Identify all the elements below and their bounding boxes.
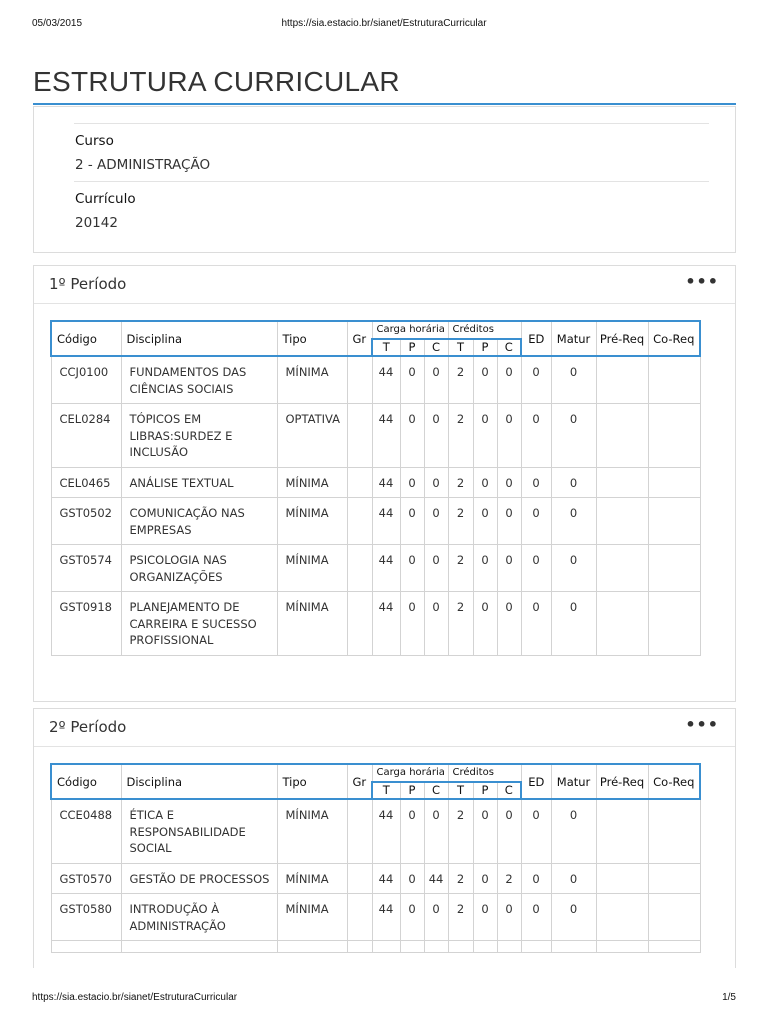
cell-cred-p: 0 [473,498,497,545]
cell-prereq [596,863,648,894]
print-footer [32,992,736,1006]
table-header-row [51,321,700,339]
cell-codigo: GST0570 [51,863,121,894]
cell-matur: 0 [551,498,596,545]
cell-cred-t: 2 [448,356,473,404]
cell-cred-c: 0 [497,404,521,468]
cell-tipo: MÍNIMA [277,356,347,404]
cell-gr [347,592,372,656]
cell-matur: 0 [551,894,596,941]
cell-prereq [596,545,648,592]
curriculo-value: 20142 [75,215,118,231]
column-header-carga: Carga horária [372,764,448,782]
cell-cred-t: 2 [448,545,473,592]
cell-cred-p: 0 [473,894,497,941]
cell-codigo: GST0580 [51,894,121,941]
cell-disciplina: TÓPICOS EM LIBRAS:SURDEZ E INCLUSÃO [121,404,277,468]
column-header-prereq: Pré-Req [596,764,648,799]
cell-ed: 0 [521,894,551,941]
table-row[interactable] [51,356,700,404]
column-subheader-t: T [372,782,400,800]
cell-tipo: MÍNIMA [277,467,347,498]
column-header-coreq: Co-Req [648,321,700,356]
curriculum-table [50,320,701,656]
cell-carga-p: 0 [400,799,424,863]
cell-carga-p: 0 [400,863,424,894]
cell-prereq [596,498,648,545]
cell-cred-t: 2 [448,894,473,941]
column-header-disciplina: Disciplina [121,321,277,356]
cell-coreq [648,545,700,592]
cell-coreq [648,498,700,545]
cell-tipo: OPTATIVA [277,404,347,468]
cell-carga-p: 0 [400,356,424,404]
cell-carga-c: 0 [424,799,448,863]
cell-ed: 0 [521,592,551,656]
period-title: 2º Período [49,718,127,736]
cell-cred-c: 0 [497,467,521,498]
cell-gr [347,467,372,498]
cell-disciplina: ÉTICA E RESPONSABILIDADE SOCIAL [121,799,277,863]
table-row[interactable] [51,592,700,656]
cell-tipo: MÍNIMA [277,498,347,545]
curriculo-label: Currículo [75,191,136,207]
cell-disciplina: INTRODUÇÃO À ADMINISTRAÇÃO [121,894,277,941]
cell-cred-c: 0 [497,592,521,656]
cell-matur: 0 [551,799,596,863]
column-header-codigo: Código [51,321,121,356]
page-title: ESTRUTURA CURRICULAR [33,66,400,97]
cell-cred-p: 0 [473,545,497,592]
cell-coreq [648,894,700,941]
cell-carga-c: 0 [424,592,448,656]
cell-carga-p: 0 [400,467,424,498]
cell-carga-c: 0 [424,498,448,545]
column-subheader-c: C [497,782,521,800]
cell-coreq [648,799,700,863]
cell-carga-t: 44 [372,545,400,592]
column-subheader-c: C [424,339,448,357]
cell-carga-p: 0 [400,545,424,592]
cell-cred-p: 0 [473,356,497,404]
cell-carga-t: 44 [372,404,400,468]
cell-gr [347,799,372,863]
cell-matur: 0 [551,467,596,498]
curso-label: Curso [75,133,114,149]
cell-prereq [596,467,648,498]
more-horizontal-icon[interactable]: ••• [685,272,719,291]
cell-carga-c: 0 [424,545,448,592]
cell-carga-t: 44 [372,863,400,894]
column-subheader-c: C [424,782,448,800]
column-header-codigo: Código [51,764,121,799]
cell-matur: 0 [551,545,596,592]
cell-cred-c: 2 [497,863,521,894]
cell-carga-c: 0 [424,894,448,941]
cell-carga-c: 0 [424,356,448,404]
cell-carga-p: 0 [400,498,424,545]
cell-gr [347,356,372,404]
period-header [34,709,735,747]
cell-gr [347,498,372,545]
cell-carga-c: 0 [424,467,448,498]
cell-cred-t: 2 [448,592,473,656]
cell-tipo: MÍNIMA [277,799,347,863]
cell-cred-p: 0 [473,467,497,498]
column-header-gr: Gr [347,321,372,356]
cell-carga-t: 44 [372,894,400,941]
cell-ed: 0 [521,404,551,468]
cell-carga-t: 44 [372,467,400,498]
cell-prereq [596,356,648,404]
column-header-tipo: Tipo [277,764,347,799]
cell-cred-p: 0 [473,404,497,468]
cell-prereq [596,592,648,656]
cell-matur: 0 [551,404,596,468]
cell-cred-c: 0 [497,799,521,863]
cell-codigo: GST0502 [51,498,121,545]
period-panel-1 [33,265,736,702]
cell-cred-c: 0 [497,498,521,545]
cell-cred-p: 0 [473,799,497,863]
cell-coreq [648,592,700,656]
print-footer-url: https://sia.estacio.br/sianet/EstruturaCurricular [32,992,238,1003]
column-header-carga: Carga horária [372,321,448,339]
cell-matur: 0 [551,356,596,404]
table-row[interactable] [51,799,700,863]
cell-ed: 0 [521,799,551,863]
curso-value: 2 - ADMINISTRAÇÃO [75,157,211,173]
divider [74,181,709,182]
table-row-partial [51,941,700,953]
table-row[interactable] [51,863,700,894]
cell-codigo: GST0574 [51,545,121,592]
print-header [32,18,736,32]
cell-cred-t: 2 [448,404,473,468]
column-subheader-t: T [448,339,473,357]
cell-carga-p: 0 [400,592,424,656]
cell-disciplina: COMUNICAÇÃO NAS EMPRESAS [121,498,277,545]
column-header-creditos: Créditos [448,321,521,339]
column-header-prereq: Pré-Req [596,321,648,356]
column-header-gr: Gr [347,764,372,799]
cell-coreq [648,467,700,498]
cell-codigo: CCJ0100 [51,356,121,404]
cell-ed: 0 [521,356,551,404]
table-header-row [51,764,700,782]
cell-cred-p: 0 [473,863,497,894]
column-subheader-t: T [448,782,473,800]
cell-cred-c: 0 [497,545,521,592]
cell-disciplina: FUNDAMENTOS DAS CIÊNCIAS SOCIAIS [121,356,277,404]
table-row[interactable] [51,545,700,592]
column-subheader-p: P [473,782,497,800]
cell-prereq [596,799,648,863]
print-url: https://sia.estacio.br/sianet/EstruturaCurricular [281,18,487,29]
period-header [34,266,735,304]
cell-carga-t: 44 [372,799,400,863]
cell-gr [347,545,372,592]
cell-gr [347,863,372,894]
column-subheader-p: P [473,339,497,357]
cell-cred-c: 0 [497,894,521,941]
period-panel-2 [33,708,736,968]
cell-codigo: CEL0284 [51,404,121,468]
column-header-creditos: Créditos [448,764,521,782]
period-title: 1º Período [49,275,127,293]
table-row[interactable] [51,467,700,498]
cell-gr [347,404,372,468]
cell-carga-t: 44 [372,592,400,656]
cell-carga-t: 44 [372,356,400,404]
column-header-tipo: Tipo [277,321,347,356]
column-header-disciplina: Disciplina [121,764,277,799]
table-row[interactable] [51,404,700,468]
cell-cred-t: 2 [448,799,473,863]
cell-ed: 0 [521,498,551,545]
cell-carga-p: 0 [400,894,424,941]
cell-cred-t: 2 [448,467,473,498]
column-subheader-t: T [372,339,400,357]
column-subheader-p: P [400,339,424,357]
cell-tipo: MÍNIMA [277,545,347,592]
more-horizontal-icon[interactable]: ••• [685,715,719,734]
cell-carga-p: 0 [400,404,424,468]
divider [74,123,709,124]
cell-coreq [648,863,700,894]
title-divider [33,103,736,105]
cell-coreq [648,404,700,468]
table-row[interactable] [51,498,700,545]
cell-cred-t: 2 [448,863,473,894]
cell-disciplina: GESTÃO DE PROCESSOS [121,863,277,894]
cell-gr [347,894,372,941]
column-header-coreq: Co-Req [648,764,700,799]
column-header-matur: Matur [551,764,596,799]
cell-codigo: GST0918 [51,592,121,656]
cell-tipo: MÍNIMA [277,592,347,656]
cell-ed: 0 [521,863,551,894]
cell-disciplina: ANÁLISE TEXTUAL [121,467,277,498]
cell-coreq [648,356,700,404]
cell-ed: 0 [521,545,551,592]
cell-codigo: CEL0465 [51,467,121,498]
cell-ed: 0 [521,467,551,498]
cell-matur: 0 [551,592,596,656]
cell-matur: 0 [551,863,596,894]
cell-tipo: MÍNIMA [277,894,347,941]
cell-cred-p: 0 [473,592,497,656]
print-date: 05/03/2015 [32,18,83,29]
print-page-number: 1/5 [722,992,736,1003]
column-header-matur: Matur [551,321,596,356]
cell-carga-c: 0 [424,404,448,468]
cell-prereq [596,894,648,941]
curriculum-table [50,763,701,953]
column-subheader-c: C [497,339,521,357]
cell-carga-t: 44 [372,498,400,545]
cell-carga-c: 44 [424,863,448,894]
column-subheader-p: P [400,782,424,800]
cell-codigo: CCE0488 [51,799,121,863]
cell-cred-t: 2 [448,498,473,545]
cell-disciplina: PLANEJAMENTO DE CARREIRA E SUCESSO PROFISSIONAL [121,592,277,656]
column-header-ed: ED [521,764,551,799]
course-info-panel [33,106,736,253]
table-row[interactable] [51,894,700,941]
cell-tipo: MÍNIMA [277,863,347,894]
cell-disciplina: PSICOLOGIA NAS ORGANIZAÇÕES [121,545,277,592]
cell-cred-c: 0 [497,356,521,404]
column-header-ed: ED [521,321,551,356]
cell-prereq [596,404,648,468]
